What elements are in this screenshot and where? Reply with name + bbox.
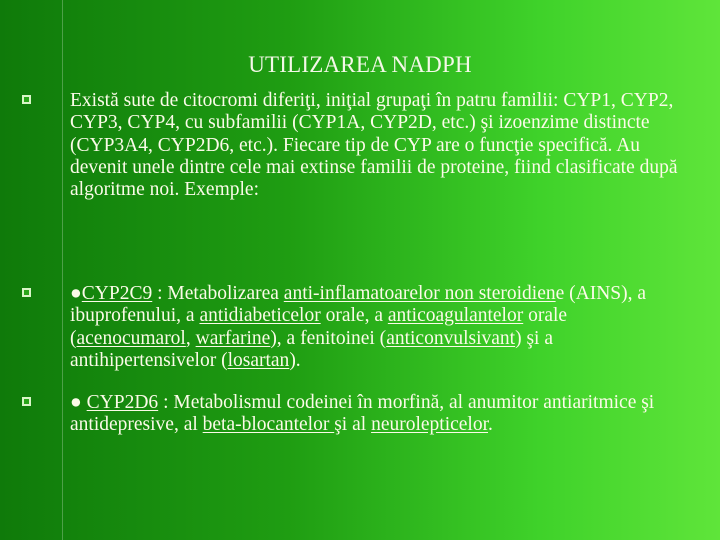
cyp2d6-link[interactable]: CYP2D6 xyxy=(86,392,159,413)
anticoagulante-link[interactable]: anticoagulantelor xyxy=(387,305,524,327)
left-vertical-rule xyxy=(62,0,63,540)
bullet-cyp2d6 xyxy=(22,392,682,437)
black-circle-glyph: ● xyxy=(70,283,82,304)
black-circle-glyph: ● xyxy=(70,392,87,413)
bullet-intro xyxy=(22,90,682,201)
slide-title: UTILIZAREA NADPH xyxy=(248,52,472,77)
bullet-intro-text: Există sute de citocromi diferiţi, iniţial grupaţi în patru familii: CYP1, CYP2, CYP3, CYP4, cu subfamilii (CYP1A, CYP2D, etc.) şi izoenzime distincte (CYP3A4, CYP2D6, etc.). Fiecare tip de CYP are o funcţie specifică. Au devenit unele dintre cele mai extinse familii de proteine, fiind clasificate după algoritme noi. Exemple: xyxy=(70,90,678,201)
losartan-link[interactable]: losartan xyxy=(227,349,290,371)
square-bullet-icon xyxy=(22,397,32,407)
beta-blocante-link[interactable]: beta-blocantelor xyxy=(202,414,335,436)
neuroleptice-link[interactable]: neurolepticelor xyxy=(371,414,489,436)
square-bullet-icon xyxy=(22,288,32,298)
anti-inflamatoare-link[interactable]: anti-inflamatoarelor non steroidien xyxy=(283,283,556,304)
anticonvulsivant-link[interactable]: anticonvulsivant xyxy=(386,327,516,349)
square-bullet-icon xyxy=(22,95,32,105)
antidiabetice-link[interactable]: antidiabeticelor xyxy=(199,305,321,327)
cyp2c9-link[interactable]: CYP2C9 xyxy=(81,283,153,304)
bullet-cyp2d6-text: ● CYP2D6 : Metabolismul codeinei în morfină, al anumitor antiaritmice şi antidepresive, al beta-blocantelor şi al neurolepticelor. xyxy=(70,392,655,436)
bullet-cyp2c9-text: ●CYP2C9 : Metabolizarea anti-inflamatoarelor non steroidiene (AINS), a ibuprofenului, a antidiabeticelor orale, a anticoagulantelor orale (acenocumarol, warfarine), a fenitoinei (anticonvulsivant) şi a antihipertensivelor (losartan). xyxy=(70,283,647,371)
bullet-cyp2c9 xyxy=(22,283,682,372)
warfarine-link[interactable]: warfarine xyxy=(195,327,271,349)
acenocumarol-link[interactable]: acenocumarol xyxy=(76,327,186,349)
